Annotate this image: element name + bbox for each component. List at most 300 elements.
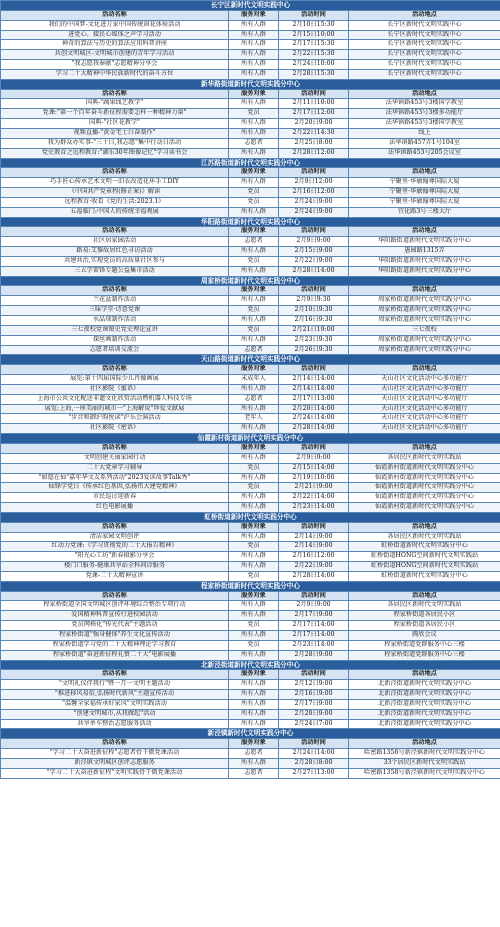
audience-cell: 所有人群 [229, 316, 279, 326]
header-activity-name: 活动名称 [1, 670, 229, 680]
activity-name-cell: 三五学雷锋专题公益集市活动 [1, 266, 229, 276]
location-cell: 程家桥街道党群服务中心三楼 [349, 640, 500, 650]
header-audience: 服务对象 [229, 443, 279, 453]
activity-name-cell: 视频直播-"黄金宅士白奋制作" [1, 128, 229, 138]
header-location: 活动地点 [349, 365, 500, 375]
table-row [1, 345, 500, 355]
table-row [1, 207, 500, 217]
activity-name-cell: 巧手匠心传承艺术文明一旧衣改造花环手工DIY [1, 178, 229, 188]
table-row [1, 631, 500, 641]
location-cell: 北新泾街道新时代文明实践分中心 [349, 680, 500, 690]
header-location: 活动地点 [349, 227, 500, 237]
audience-cell: 所有人群 [229, 50, 279, 60]
section-title-row [1, 276, 500, 286]
activity-name-cell: 党课-二十大精神宣讲 [1, 571, 229, 581]
activity-name-cell: "学习二十大奋进新征程"志愿者骨干微党课活动 [1, 749, 229, 759]
activity-name-cell: 党史教育之远程教育:"湖东30年图像记忆"学习读书会 [1, 148, 229, 158]
audience-cell: 党员 [229, 197, 279, 207]
section-title: 程家桥街道新时代文明实践分中心 [1, 581, 500, 591]
header-location: 活动地点 [349, 168, 500, 178]
location-cell: 北新泾街道新时代文明实践分中心 [349, 719, 500, 729]
time-cell: 2月28日9:00 [279, 650, 349, 660]
activity-name-cell: 程家桥街道学习党的二十大精神理论学习教育 [1, 640, 229, 650]
time-cell: 2月14日9:00 [279, 532, 349, 542]
time-cell: 2月15日14:00 [279, 463, 349, 473]
section-title: 北新泾街道新时代文明实践分中心 [1, 660, 500, 670]
time-cell: 2月24日10:00 [279, 60, 349, 70]
section-title: 周家桥街道新时代文明实践分中心 [1, 276, 500, 286]
audience-cell: 所有人群 [229, 758, 279, 768]
location-cell: 长宁区新时代文明实践中心 [349, 60, 500, 70]
table-row [1, 325, 500, 335]
header-time: 活动时间 [279, 443, 349, 453]
activity-name-cell: 我为群众办实事-"三十日,我志愿"集中行动日活动 [1, 138, 229, 148]
audience-cell: 所有人群 [229, 119, 279, 129]
section-title: 新泾镇新时代文明实践分中心 [1, 729, 500, 739]
table-row [1, 601, 500, 611]
audience-cell: 所有人群 [229, 709, 279, 719]
section-title: 长宁区新时代文明实践中心 [1, 1, 500, 11]
location-cell: 周家桥街道新时代文明实践分中心 [349, 345, 500, 355]
header-location: 活动地点 [349, 10, 500, 20]
audience-cell: 党员 [229, 640, 279, 650]
time-cell: 2月9日9:00 [279, 237, 349, 247]
audience-cell: 所有人群 [229, 601, 279, 611]
header-activity-name: 活动名称 [1, 168, 229, 178]
header-activity-name: 活动名称 [1, 10, 229, 20]
audience-cell: 所有人群 [229, 404, 279, 414]
activity-name-cell: 学习二十大精神中华民族新时代的奋斗方位 [1, 69, 229, 79]
audience-cell: 志愿者 [229, 749, 279, 759]
table-row [1, 690, 500, 700]
table-row [1, 138, 500, 148]
location-cell: 天山社区文化活动中心多功能厅 [349, 375, 500, 385]
activity-name-cell: 党员网格化"传光代表"主题活动 [1, 621, 229, 631]
time-cell: 2月9日9:30 [279, 296, 349, 306]
time-cell: 2月23日9:30 [279, 335, 349, 345]
section-title: 天山路街道新时代文明实践分中心 [1, 355, 500, 365]
activity-name-cell: 社区影院《蜜语》 [1, 384, 229, 394]
audience-cell: 所有人群 [229, 40, 279, 50]
header-location: 活动地点 [349, 522, 500, 532]
audience-cell: 党员 [229, 542, 279, 552]
activity-name-cell: 水晶球制作活动 [1, 316, 229, 326]
location-cell: 程家桥街道党群服务中心三楼 [349, 650, 500, 660]
time-cell: 2月12日9:00 [279, 680, 349, 690]
table-row [1, 148, 500, 158]
location-cell: 华阳路街道新时代文明实践分中心 [349, 266, 500, 276]
time-cell: 2月16日9:00 [279, 690, 349, 700]
header-time: 活动时间 [279, 365, 349, 375]
table-row [1, 611, 500, 621]
table-row [1, 109, 500, 119]
activity-name-cell: 上海市公共文化配送非遗文化欣赏活动暨机器人科技专场 [1, 394, 229, 404]
time-cell: 2月26日9:30 [279, 345, 349, 355]
audience-cell: 所有人群 [229, 69, 279, 79]
audience-cell: 所有人群 [229, 247, 279, 257]
activity-name-cell: 红色电影展播 [1, 503, 229, 513]
location-cell: 周家桥街道新时代文明实践分中心 [349, 335, 500, 345]
location-cell: 宜化路3号三楼大厅 [349, 207, 500, 217]
audience-cell: 党员 [229, 621, 279, 631]
header-location: 活动地点 [349, 739, 500, 749]
location-cell: 天山社区文化活动中心多功能厅 [349, 414, 500, 424]
activity-name-cell: "阳光心工坊"新春摄影分享会 [1, 552, 229, 562]
audience-cell: 所有人群 [229, 453, 279, 463]
location-cell: 长宁区新时代文明实践中心 [349, 20, 500, 30]
table-row [1, 197, 500, 207]
location-cell: 虹桥街道新时代文明实践分中心 [349, 542, 500, 552]
activity-name-cell: 我们的中国梦-文化进万家中国传统窗花体验活动 [1, 20, 229, 30]
table-row [1, 473, 500, 483]
table-row [1, 296, 500, 306]
table-row [1, 99, 500, 109]
time-cell: 2月28日12:00 [279, 148, 349, 158]
audience-cell: 党员 [229, 256, 279, 266]
activity-name-cell: "文明礼仪伴我行"暨一月一文明主题活动 [1, 680, 229, 690]
table-row [1, 483, 500, 493]
time-cell: 2月17日14:00 [279, 621, 349, 631]
section-title-row [1, 434, 500, 444]
time-cell: 2月21日19:00 [279, 325, 349, 335]
time-cell: 2月28日14:00 [279, 424, 349, 434]
activity-name-cell: 党课:"第一个百年奋斗新征程需要怎样一种精神力量" [1, 109, 229, 119]
audience-cell: 所有人群 [229, 384, 279, 394]
time-cell: 2月10日9:30 [279, 306, 349, 316]
activity-name-cell: "如愿在仙"嘉年华文友系列活动"2023爱读故事Talk秀" [1, 473, 229, 483]
table-row [1, 266, 500, 276]
header-audience: 服务对象 [229, 227, 279, 237]
location-cell: 各居民区新时代文明实践站 [349, 601, 500, 611]
location-cell: 法华镇路453号3楼国学教室 [349, 119, 500, 129]
table-row [1, 542, 500, 552]
audience-cell: 所有人群 [229, 128, 279, 138]
column-header-row [1, 670, 500, 680]
audience-cell: 党员 [229, 188, 279, 198]
location-cell: 33个居民区新时代文明实践站 [349, 758, 500, 768]
audience-cell: 所有人群 [229, 562, 279, 572]
column-header-row [1, 227, 500, 237]
header-location: 活动地点 [349, 286, 500, 296]
table-row [1, 394, 500, 404]
audience-cell: 所有人群 [229, 680, 279, 690]
header-time: 活动时间 [279, 89, 349, 99]
header-location: 活动地点 [349, 670, 500, 680]
time-cell: 2月17日9:00 [279, 611, 349, 621]
activity-name-cell: 楼门口服务-健康共享站全科问诊服务 [1, 562, 229, 572]
time-cell: 2月24日9:00 [279, 207, 349, 217]
header-time: 活动时间 [279, 522, 349, 532]
location-cell: 周家桥街道新时代文明实践分中心 [349, 316, 500, 326]
activity-name-cell: 文明创建关丽家园行动 [1, 453, 229, 463]
table-row [1, 758, 500, 768]
activity-name-cell: 展览:上海,一座美丽的城市一"上海解说"珍爱文献展 [1, 404, 229, 414]
location-cell: 程家桥街道各居民小区 [349, 611, 500, 621]
activity-name-cell: 共建共治,实现党员的高质量社区参与 [1, 256, 229, 266]
header-location: 活动地点 [349, 591, 500, 601]
activity-name-cell: 神奇的算法与历史的算法应用科普讲座 [1, 40, 229, 50]
header-audience: 服务对象 [229, 286, 279, 296]
table-row [1, 621, 500, 631]
audience-cell: 所有人群 [229, 552, 279, 562]
table-row [1, 562, 500, 572]
location-cell: 宁聚里·华敏翰尊国际大厦 [349, 197, 500, 207]
activity-name-cell: 程家桥街道"强身健体"养生文化宣传活动 [1, 631, 229, 641]
time-cell: 2月17日9:00 [279, 699, 349, 709]
table-row [1, 749, 500, 759]
activity-name-cell: 二十大党章学习辅导 [1, 463, 229, 473]
table-row [1, 424, 500, 434]
time-cell: 2月22日14:30 [279, 128, 349, 138]
activity-name-cell: 社区影院《密语》 [1, 424, 229, 434]
column-header-row [1, 89, 500, 99]
time-cell: 2月9日9:00 [279, 601, 349, 611]
time-cell: 2月17日15:30 [279, 40, 349, 50]
table-row [1, 306, 500, 316]
section-title: 华阳路街道新时代文明实践分中心 [1, 217, 500, 227]
header-time: 活动时间 [279, 168, 349, 178]
activity-name-cell: 爱国精神科普宣传行进校园活动 [1, 611, 229, 621]
location-cell: 长宁区新时代文明实践中心 [349, 50, 500, 60]
time-cell: 2月11日10:00 [279, 99, 349, 109]
time-cell: 2月23日14:00 [279, 503, 349, 513]
time-cell: 2月14日9:00 [279, 542, 349, 552]
header-time: 活动时间 [279, 739, 349, 749]
audience-cell: 所有人群 [229, 611, 279, 621]
audience-cell: 党员 [229, 571, 279, 581]
audience-cell: 党员 [229, 463, 279, 473]
audience-cell: 所有人群 [229, 207, 279, 217]
audience-cell: 所有人群 [229, 99, 279, 109]
table-row [1, 316, 500, 326]
header-location: 活动地点 [349, 443, 500, 453]
audience-cell: 所有人群 [229, 631, 279, 641]
header-time: 活动时间 [279, 286, 349, 296]
audience-cell: 志愿者 [229, 345, 279, 355]
header-location: 活动地点 [349, 89, 500, 99]
time-cell: 2月17日14:00 [279, 631, 349, 641]
location-cell: 法华镇路453号3楼国学教室 [349, 99, 500, 109]
activity-name-cell: 兰花盆制作活动 [1, 296, 229, 306]
audience-cell: 志愿者 [229, 237, 279, 247]
location-cell: 北新泾街道新时代文明实践分中心 [349, 699, 500, 709]
time-cell: 2月14日14:00 [279, 384, 349, 394]
location-cell: 各居民区新时代文明实践站 [349, 532, 500, 542]
activity-name-cell: "步音和御沪韵悦读"沪乐会演活动 [1, 414, 229, 424]
table-row [1, 640, 500, 650]
table-row [1, 493, 500, 503]
location-cell: 天山社区文化活动中心多功能厅 [349, 424, 500, 434]
location-cell: 仙霞新村街道新时代文明实践分中心 [349, 463, 500, 473]
location-cell: 仙霞新村街道新时代文明实践分中心 [349, 483, 500, 493]
table-row [1, 719, 500, 729]
audience-cell: 党员 [229, 306, 279, 316]
time-cell: 2月24日14:00 [279, 414, 349, 424]
activity-name-cell: 新泾镇文明城区创评志愿服务 [1, 758, 229, 768]
location-cell: 天山社区文化活动中心多功能厅 [349, 384, 500, 394]
audience-cell: 所有人群 [229, 266, 279, 276]
location-cell: 长宁区新时代文明实践中心 [349, 69, 500, 79]
table-row [1, 247, 500, 257]
activity-name-cell: "创建文明城市,从我做起"活动 [1, 709, 229, 719]
table-row [1, 768, 500, 778]
header-audience: 服务对象 [229, 591, 279, 601]
time-cell: 2月16日12:00 [279, 188, 349, 198]
time-cell: 2月22日9:00 [279, 562, 349, 572]
activity-name-cell: 志愿者培训交流会 [1, 345, 229, 355]
table-row [1, 414, 500, 424]
activity-name-cell: 共享单车整治志愿服务活动 [1, 719, 229, 729]
header-activity-name: 活动名称 [1, 365, 229, 375]
audience-cell: 所有人群 [229, 532, 279, 542]
table-row [1, 335, 500, 345]
activity-name-cell: 进党心、接民心媒体之声学习活动 [1, 30, 229, 40]
location-cell: 法华镇路453号3楼多功能厅 [349, 109, 500, 119]
audience-cell: 党员 [229, 483, 279, 493]
audience-cell: 所有人群 [229, 30, 279, 40]
location-cell: 线上 [349, 128, 500, 138]
time-cell: 2月25日8:00 [279, 138, 349, 148]
table-row [1, 178, 500, 188]
table-row [1, 552, 500, 562]
table-row [1, 40, 500, 50]
time-cell: 2月22日14:00 [279, 493, 349, 503]
location-cell: 法华镇路457弄1号104室 [349, 138, 500, 148]
audience-cell: 所有人群 [229, 424, 279, 434]
section-title-row [1, 729, 500, 739]
audience-cell: 所有人群 [229, 493, 279, 503]
location-cell: 腾欣会议 [349, 631, 500, 641]
location-cell: 各居民区新时代文明实践站 [349, 453, 500, 463]
audience-cell: 老年人 [229, 414, 279, 424]
section-title-row [1, 217, 500, 227]
location-cell: 华阳路街道新时代文明实践分中心 [349, 237, 500, 247]
header-audience: 服务对象 [229, 10, 279, 20]
activity-name-cell: 程家桥街道全国文明城区创评环境综合整治专项行动 [1, 601, 229, 611]
header-audience: 服务对象 [229, 739, 279, 749]
section-title: 江苏路街道新时代文明实践分中心 [1, 158, 500, 168]
activity-name-cell: 三味学堂·诗意党课 [1, 306, 229, 316]
time-cell: 2月9日12:00 [279, 178, 349, 188]
table-row [1, 532, 500, 542]
header-activity-name: 活动名称 [1, 227, 229, 237]
section-title-row [1, 660, 500, 670]
activity-name-cell: 国典-"蔬果线艺教学" [1, 99, 229, 109]
location-cell: 法华镇路453号205会议室 [349, 148, 500, 158]
column-header-row [1, 10, 500, 20]
audience-cell: 志愿者 [229, 394, 279, 404]
header-activity-name: 活动名称 [1, 286, 229, 296]
table-row [1, 699, 500, 709]
section-title: 虹桥街道新时代文明实践分中心 [1, 512, 500, 522]
table-row [1, 188, 500, 198]
activity-name-cell: 远程教育·收看《党的生活:2023.1》 [1, 197, 229, 207]
section-title-row [1, 581, 500, 591]
table-row [1, 680, 500, 690]
header-time: 活动时间 [279, 670, 349, 680]
time-cell: 2月22日9:00 [279, 256, 349, 266]
audience-cell: 所有人群 [229, 178, 279, 188]
audience-cell: 所有人群 [229, 60, 279, 70]
time-cell: 2月27日13:00 [279, 768, 349, 778]
header-audience: 服务对象 [229, 168, 279, 178]
section-title-row [1, 158, 500, 168]
table-row [1, 69, 500, 79]
location-cell: 宁聚里·华敏翰尊国际大厦 [349, 188, 500, 198]
time-cell: 2月28日14:00 [279, 266, 349, 276]
audience-cell: 所有人群 [229, 690, 279, 700]
table-row [1, 30, 500, 40]
table-row [1, 256, 500, 266]
audience-cell: 所有人群 [229, 699, 279, 709]
location-cell: 周家桥街道新时代文明实践分中心 [349, 306, 500, 316]
section-title-row [1, 1, 500, 11]
activity-name-cell: 社区居家园活动 [1, 237, 229, 247]
time-cell: 2月24日9:00 [279, 197, 349, 207]
audience-cell: 所有人群 [229, 296, 279, 306]
header-audience: 服务对象 [229, 89, 279, 99]
activity-name-cell: 国典-"社区花教学" [1, 119, 229, 129]
location-cell: 哈密路1358号新泾镇新时代文明实践分中心 [349, 749, 500, 759]
table-row [1, 650, 500, 660]
column-header-row [1, 522, 500, 532]
section-title-row [1, 79, 500, 89]
time-cell: 2月9日9:00 [279, 453, 349, 463]
table-row [1, 20, 500, 30]
audience-cell: 所有人群 [229, 20, 279, 30]
header-activity-name: 活动名称 [1, 443, 229, 453]
audience-cell: 所有人群 [229, 473, 279, 483]
time-cell: 2月28日8:00 [279, 758, 349, 768]
table-row [1, 463, 500, 473]
header-activity-name: 活动名称 [1, 522, 229, 532]
activity-name-cell: 红动力党课:《学习贯彻党的二十大报告精神》 [1, 542, 229, 552]
location-cell: 华阳路街道新时代文明实践分中心 [349, 256, 500, 266]
location-cell: 北新泾街道新时代文明实践分中心 [349, 690, 500, 700]
audience-cell: 所有人群 [229, 719, 279, 729]
activity-name-cell: 展览:第十四届国际少儿肖像画展 [1, 375, 229, 385]
activity-name-cell: 探丝画制作活动 [1, 335, 229, 345]
section-title: 新华路街道新时代文明实践分中心 [1, 79, 500, 89]
location-cell: 虹桥街道HONG空间新时代文明实践站 [349, 562, 500, 572]
activity-name-cell: 三七夜校党课图史党史理论宣讲 [1, 325, 229, 335]
location-cell: 天山社区文化活动中心多功能厅 [349, 394, 500, 404]
activity-name-cell: "温馨全家福传承好家风"文明实践活动 [1, 699, 229, 709]
table-row [1, 50, 500, 60]
location-cell: 三七夜校 [349, 325, 500, 335]
time-cell: 2月16日9:30 [279, 316, 349, 326]
header-audience: 服务对象 [229, 365, 279, 375]
audience-cell: 所有人群 [229, 148, 279, 158]
location-cell: 仙霞新村街道新时代文明实践分中心 [349, 473, 500, 483]
time-cell: 2月17日12:00 [279, 109, 349, 119]
audience-cell: 所有人群 [229, 503, 279, 513]
column-header-row [1, 168, 500, 178]
column-header-row [1, 365, 500, 375]
time-cell: 2月24日7:00 [279, 719, 349, 729]
time-cell: 2月14日14:00 [279, 375, 349, 385]
table-row [1, 375, 500, 385]
time-cell: 2月28日14:00 [279, 571, 349, 581]
table-row [1, 60, 500, 70]
activity-name-cell: 程家桥街道"奋进新征程礼赞二十大"电影展播 [1, 650, 229, 660]
audience-cell: 党员 [229, 109, 279, 119]
location-cell: 哈密路1358号新泾镇新时代文明实践分中心 [349, 768, 500, 778]
time-cell: 2月10日15:30 [279, 20, 349, 30]
time-cell: 2月21日9:00 [279, 483, 349, 493]
column-header-row [1, 443, 500, 453]
activity-name-cell: 清洁家园文明创评 [1, 532, 229, 542]
